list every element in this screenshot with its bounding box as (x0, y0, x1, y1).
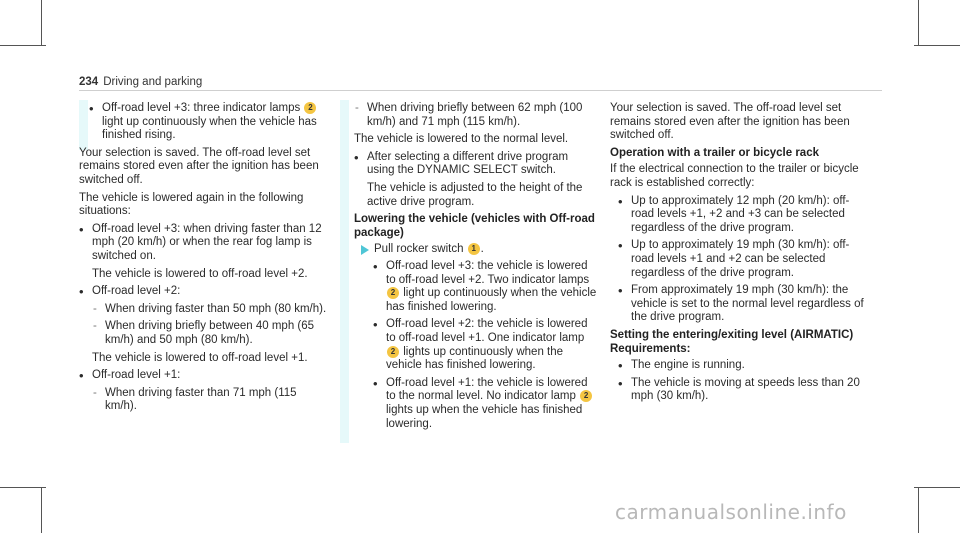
page-number: 234 (79, 76, 99, 88)
list-item: • Up to approximately 12 mph (20 km/h): off-road levels +1, +2 and +3 can be selected regardless of the drive program. (618, 195, 872, 236)
crop-mark (0, 45, 46, 46)
column-3 (610, 102, 872, 408)
paragraph: If the electrical connection to the trailer or bicycle rack is established correctly: (610, 163, 859, 189)
sub-item: - When driving faster than 71 mph (115 km/h). (92, 387, 329, 414)
crop-mark (41, 487, 42, 533)
sub-item: - When driving faster than 50 mph (80 km/h). (92, 303, 329, 317)
list-item: • Off-road level +2: (79, 285, 329, 299)
list-item: • After selecting a different drive program using the DYNAMIC SELECT switch. (354, 151, 598, 178)
list-item: • Off-road level +3: when driving faster than 12 mph (20 km/h) or when the rear fog lamp is switched on. (79, 223, 329, 264)
watermark: carmanualsonline.info (615, 500, 847, 524)
list-item: • The engine is running. (618, 359, 872, 373)
list-item: • Off-road level +1: the vehicle is lowered to the normal level. No indicator lamp 2 lights up when the vehicle has finished lowering. (373, 377, 598, 431)
indicator-2-icon: 2 (304, 102, 316, 114)
column-2 (341, 102, 598, 435)
list-item: • Off-road level +2: the vehicle is lowered to off-road level +1. One indicator lamp 2 lights up continuously when the vehicle has finished lowering. (373, 318, 598, 372)
crop-mark (914, 487, 960, 488)
paragraph: Your selection is saved. The off-road level set remains stored even after the ignition has been switched off. (79, 146, 319, 186)
section-title: Driving and parking (103, 76, 203, 88)
section-heading: Lowering the vehicle (vehicles with Off-road package) (354, 213, 595, 239)
list-item: • The vehicle is moving at speeds less than 20 mph (30 km/h). (618, 377, 872, 404)
crop-mark (918, 0, 919, 46)
section-heading: Setting the entering/exiting level (AIRMATIC) (610, 328, 854, 341)
header-divider (79, 90, 882, 91)
requirements-heading: Requirements: (610, 342, 691, 355)
note: The vehicle is lowered to off-road level +2. (92, 267, 308, 280)
crop-mark (918, 487, 919, 533)
list-item: • From approximately 19 mph (30 km/h): the vehicle is set to the normal level regardless of the drive program. (618, 284, 872, 325)
paragraph: Your selection is saved. The off-road level set remains stored even after the ignition has been switched off. (610, 102, 850, 142)
instruction-step: Pull rocker switch 1 . (361, 243, 598, 257)
indicator-1-icon: 1 (468, 243, 480, 255)
indicator-2-icon: 2 (387, 287, 399, 299)
column-1 (79, 102, 329, 418)
crop-mark (0, 487, 46, 488)
note: The vehicle is lowered to off-road level +1. (92, 351, 308, 364)
page-header (79, 76, 202, 90)
step-arrow-icon (361, 245, 369, 255)
section-heading: Operation with a trailer or bicycle rack (610, 146, 819, 159)
note: The vehicle is lowered to the normal level. (354, 133, 569, 146)
sub-item: - When driving briefly between 62 mph (100 km/h) and 71 mph (115 km/h). (354, 102, 598, 129)
indicator-2-icon: 2 (580, 390, 592, 402)
list-item: • Off-road level +3: three indicator lamps 2 light up continuously when the vehicle has finished rising. (89, 102, 329, 143)
paragraph: The vehicle is lowered again in the following situations: (79, 191, 304, 218)
list-item: • Up to approximately 19 mph (30 km/h): off-road levels +1 and +2 can be selected regardless of the drive program. (618, 239, 872, 280)
crop-mark (41, 0, 42, 46)
indicator-2-icon: 2 (387, 346, 399, 358)
crop-mark (914, 45, 960, 46)
list-item: • Off-road level +1: (79, 369, 329, 383)
note: The vehicle is adjusted to the height of the active drive program. (367, 181, 583, 208)
sub-item: - When driving briefly between 40 mph (65 km/h) and 50 mph (80 km/h). (92, 320, 329, 347)
list-item: • Off-road level +3: the vehicle is lowered to off-road level +2. Two indicator lamps 2 light up continuously when the vehicle has finished lowering. (373, 260, 598, 314)
